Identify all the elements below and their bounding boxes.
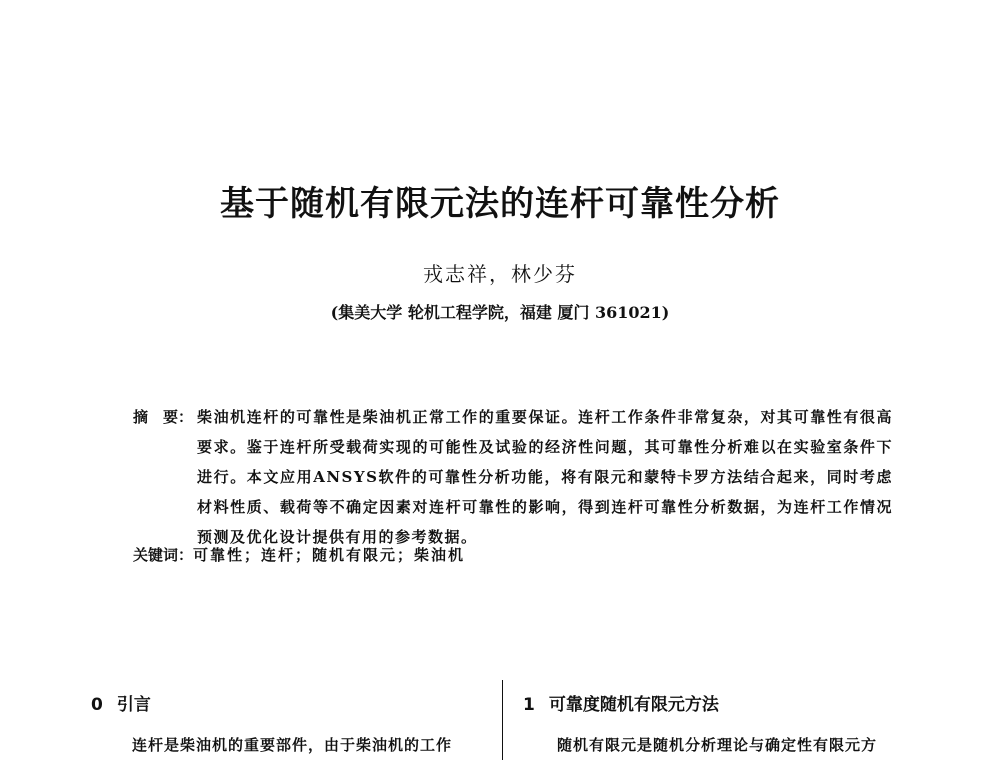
abstract-block: [133, 402, 893, 552]
keywords-block: [133, 544, 465, 565]
paper-authors: 戎志祥，林少芬: [423, 262, 577, 286]
section-number: 0: [91, 695, 103, 715]
keywords-label: 关键词：: [133, 546, 194, 564]
keywords-text: 可靠性；连杆；随机有限元；柴油机: [193, 546, 466, 564]
section-title: 可靠度随机有限元方法: [548, 695, 719, 715]
section-heading-introduction: [91, 690, 151, 715]
column-divider: [502, 680, 503, 760]
section-title: 引言: [116, 695, 151, 715]
section-paragraph-method: 随机有限元是随机分析理论与确定性有限元方: [557, 736, 878, 754]
abstract-label: 摘 要：: [133, 408, 194, 426]
paper-title: 基于随机有限元法的连杆可靠性分析: [220, 184, 780, 224]
abstract-text: 柴油机连杆的可靠性是柴油机正常工作的重要保证。连杆工作条件非常复杂，对其可靠性有很高要求。鉴于连杆所受载荷实现的可能性及试验的经济性问题，其可靠性分析难以在实验室条件下进行。本文应用ANSYS软件的可靠性分析功能，将有限元和蒙特卡罗方法结合起来，同时考虑材料性质、载荷等不确定因素对连杆可靠性的影响，得到连杆可靠性分析数据，为连杆工作情况预测及优化设计提供有用的参考数据。: [197, 408, 893, 546]
section-paragraph-introduction: 连杆是柴油机的重要部件，由于柴油机的工作: [132, 736, 453, 754]
section-number: 1: [523, 695, 535, 715]
section-heading-method: [523, 690, 719, 715]
paper-affiliation: (集美大学 轮机工程学院，福建 厦门 361021): [330, 303, 670, 322]
